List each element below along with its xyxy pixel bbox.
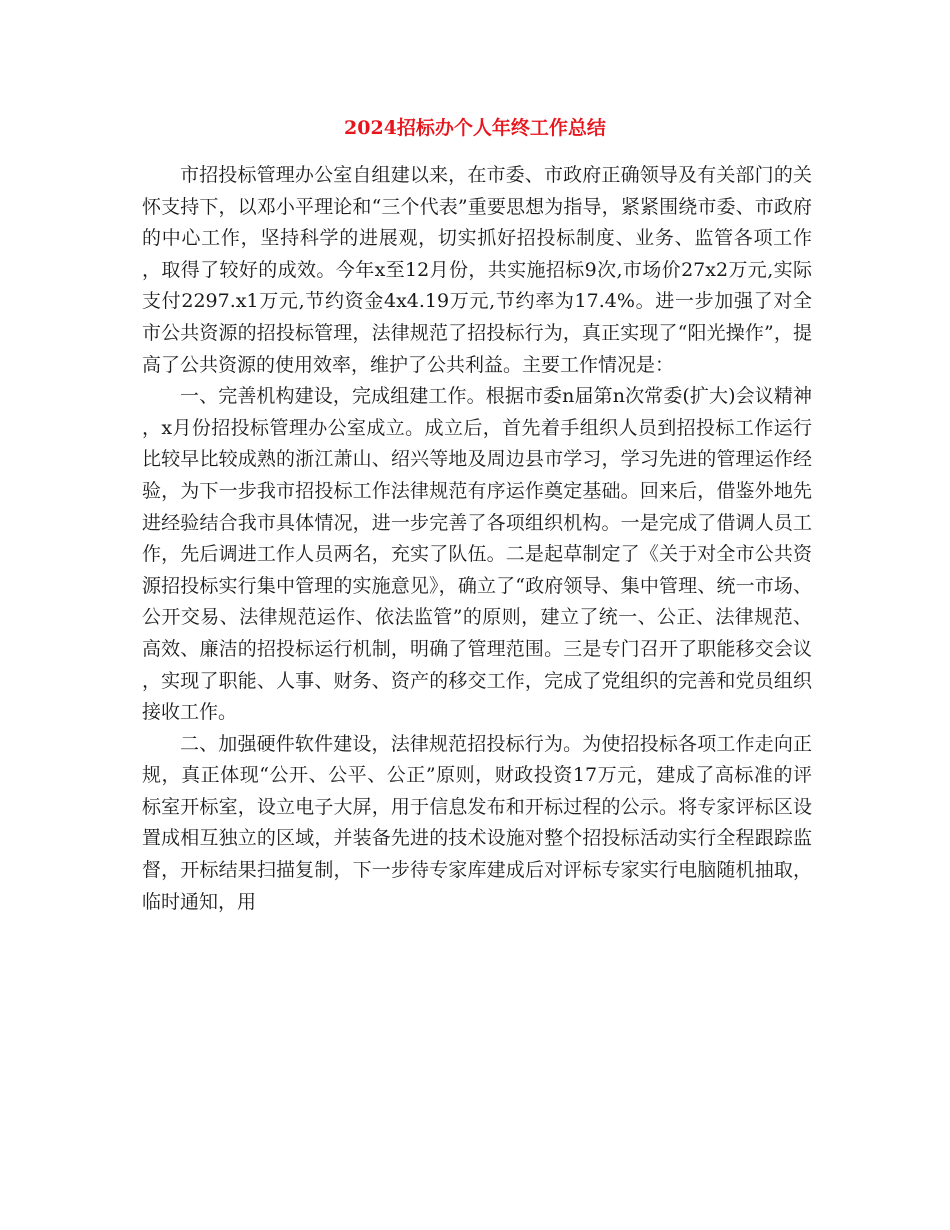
document-title: 2024招标办个人年终工作总结 <box>344 117 606 139</box>
paragraph-section-1: 一、完善机构建设，完成组建工作。根据市委n届第n次常委(扩大)会议精神，x月份招投标管理办公室成立。成立后，首先着手组织人员到招投标工作运行比较早比较成熟的浙江萧山、绍兴等地及周边县市学习，学习先进的管理运作经验，为下一步我市招投标工作法律规范有序运作奠定基础。回来后，借鉴外地先进经验结合我市具体情况，进一步完善了各项组织机构。一是完成了借调人员工作，先后调进工作人员两名，充实了队伍。二是起草制定了《关于对全市公共资源招投标实行集中管理的实施意见》，确立了“政府领导、集中管理、统一市场、公开交易、法律规范运作、依法监管”的原则，建立了统一、公正、法律规范、高效、廉洁的招投标运行机制，明确了管理范围。三是专门召开了职能移交会议，实现了职能、人事、财务、资产的移交工作，完成了党组织的完善和党员组织接收工作。 <box>142 385 812 724</box>
paragraph-section-2: 二、加强硬件软件建设，法律规范招投标行为。为使招投标各项工作走向正规，真正体现“公开、公平、公正”原则，财政投资17万元，建成了高标准的评标室开标室，设立电子大屏，用于信息发布和开标过程的公示。将专家评标区设置成相互独立的区域，并装备先进的技术设施对整个招投标活动实行全程跟踪监督，开标结果扫描复制，下一步待专家库建成后对评标专家实行电脑随机抽取，临时通知，用 <box>142 732 812 913</box>
paragraph-intro: 市招投标管理办公室自组建以来，在市委、市政府正确领导及有关部门的关怀支持下，以邓小平理论和“三个代表”重要思想为指导，紧紧围绕市委、市政府的中心工作，坚持科学的进展观，切实抓好招投标制度、业务、监管各项工作 ，取得了较好的成效。今年x至12月份，共实施招标9次,市场价27x2万元,实际支付2297.x1万元,节约资金4x4.19万元,节约率为17.4%。进一步加强了对全市公共资源的招投标管理，法律规范了招投标行为，真正实现了“阳光操作”，提高了公共资源的使用效率，维护了公共利益。主要工作情况是： <box>142 164 812 376</box>
document-body <box>142 160 812 918</box>
